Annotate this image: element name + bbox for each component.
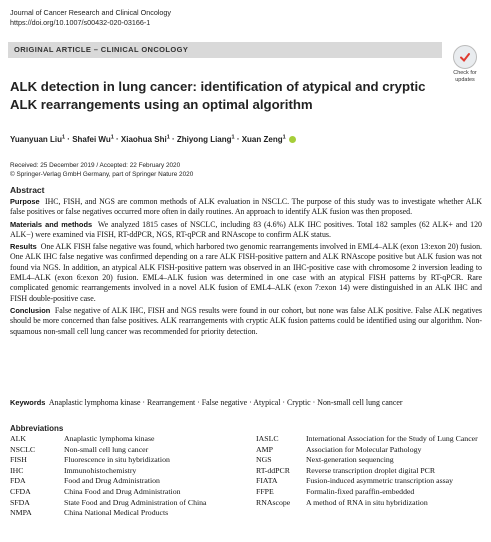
keywords-label: Keywords (10, 398, 46, 407)
abbreviation-row: SFDA State Food and Drug Administration of China (10, 497, 207, 507)
abbreviation-row: FFPE Formalin-fixed paraffin-embedded (256, 486, 415, 496)
check-updates-line1: Check for (453, 70, 477, 76)
abbreviation-row: FISH Fluorescence in situ hybridization (10, 455, 170, 465)
author[interactable]: Xiaohua Shi$^1$ (120, 134, 170, 144)
abbreviation-row: AMP Association for Molecular Pathology (256, 444, 422, 454)
abstract-conclusion: Conclusion False negative of ALK IHC, FISH and NGS results were found in our cohort, but none was false ALK positive. False ALK negatives should be more concerned than false positives. ALK rearrangements with cryptic ALK fusion patterns could be identified using our algorithm. Non-squamous non-small cell lung cancer was recommended for priority detection. (10, 305, 482, 336)
journal-header (10, 8, 171, 28)
article-title: ALK detection in lung cancer: identification of atypical and cryptic ALK rearrangements using an optimal algorithm (10, 79, 426, 112)
abbreviation-row: FIATA Fusion-induced asymmetric transcription assay (256, 476, 454, 486)
abbreviation-row: RT-ddPCR Reverse transcription droplet digital PCR (256, 465, 436, 475)
orcid-icon[interactable] (289, 136, 296, 143)
keywords-text: Anaplastic lymphoma kinase · Rearrangement · False negative · Atypical · Cryptic · Non-small cell lung cancer (48, 398, 403, 407)
abbreviation-row: FDA Food and Drug Administration (10, 476, 160, 486)
abbreviation-row: IASLC International Association for the Study of Lung Cancer (256, 434, 478, 443)
abstract-body (10, 197, 482, 339)
abbreviation-row: NMPA China National Medical Products (10, 508, 169, 518)
received-accepted: Received: 25 December 2019 / Accepted: 22 February 2020 (10, 162, 181, 169)
author[interactable]: Shafei Wu$^1$ (72, 134, 114, 144)
copyright: © Springer-Verlag GmbH Germany, part of Springer Nature 2020 (10, 171, 194, 178)
article-type-banner: ORIGINAL ARTICLE – CLINICAL ONCOLOGY (8, 42, 442, 58)
abbreviations-column-right (256, 434, 484, 508)
abstract-methods: Materials and methods We analyzed 1815 cases of NSCLC, including 83 (4.6%) ALK IHC positives. Total 182 samples (62 ALK+ and 120 ALK−) were examined via FISH, RT-ddPCR, NGS, RT-qPCR and RNAscope to confirm ALK status. (10, 219, 482, 239)
keywords (10, 398, 482, 408)
author-list: Yuanyuan Liu$^1$ · Shafei $Wu^1$ · Xiaohua Shi$^1$ · Zhiyong Liang$^1$ · Xuan Zeng$^1$ (10, 132, 296, 145)
article-dates (10, 161, 193, 179)
author[interactable]: Yuanyuan Liu$^1$ (10, 134, 66, 144)
check-for-updates-badge[interactable] (448, 45, 482, 83)
doi-link[interactable]: https://doi.org/10.1007/s00432-020-03166-1 (10, 18, 151, 27)
abbreviations-column-left (10, 434, 228, 519)
journal-name: Journal of Cancer Research and Clinical Oncology (10, 8, 172, 17)
abbreviation-row: RNAscope A method of RNA in situ hybridization (256, 497, 428, 507)
author[interactable]: Zhiyong Liang$^1$ (176, 134, 235, 144)
abbreviation-row: NGS Next-generation sequencing (256, 455, 394, 465)
abstract-purpose: Purpose IHC, FISH, and NGS are common methods of ALK evaluation in NSCLC. The purpose of this study was to investigate whether ALK false positives or false negatives occurred more often in daily routines. An approach to identify ALK fusion was then proposed. (10, 197, 482, 217)
abbreviation-row: ALK Anaplastic lymphoma kinase (10, 434, 155, 443)
abbreviation-row: CFDA China Food and Drug Administration (10, 486, 181, 496)
abstract-results: Results One ALK FISH false negative was found, which harbored two genomic rearrangements involved in EML4–ALK (exon 13:exon 20) fusion. One ALK IHC false negative was confirmed depending on a rare ALK FISH-positive pattern and ALK RNAscope positive but ALK fusion was not found via NGS. In addition, an atypical ALK FISH-positive pattern was observed in an IHC-positive case with chromosome 2 inversion leading to EML4–ALK (exon 6:exon 20) fusion. EML4–ALK fusion was determined in one case with an atypical FISH patterns by RT-qPCR. Rare complicated genomic rearrangements involved in a novel ALK fusion of EML4–ALK (exon 7:exon 14) were distinguished in an ALK IHC and FISH double-positive case. (10, 242, 482, 303)
check-updates-icon (453, 45, 477, 69)
abstract-heading: Abstract (10, 185, 45, 195)
check-updates-line2: updates (455, 77, 475, 83)
abbreviations-heading: Abbreviations (10, 424, 64, 433)
abbreviation-row: IHC Immunohistochemistry (10, 465, 137, 475)
abbreviation-row: NSCLC Non-small cell lung cancer (10, 444, 149, 454)
author[interactable]: Xuan Zeng$^1$ (241, 134, 286, 144)
